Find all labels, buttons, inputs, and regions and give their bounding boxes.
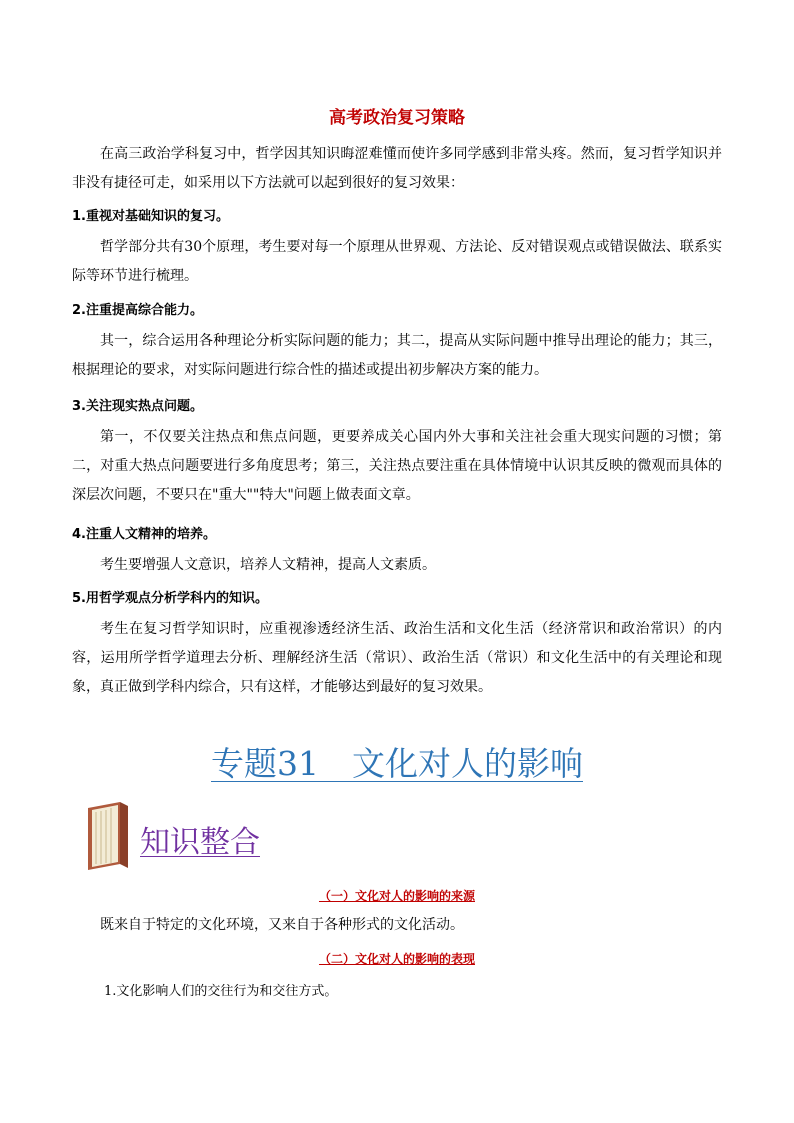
book-icon (82, 802, 132, 872)
point-3-heading: 3.关注现实热点问题。 (72, 399, 203, 414)
document-title: 高考政治复习策略 (329, 108, 465, 128)
subsection-2-heading: （二）文化对人的影响的表现 (318, 952, 475, 966)
point-4-heading: 4.注重人文精神的培养。 (72, 527, 216, 542)
point-5-heading: 5.用哲学观点分析学科内的知识。 (72, 591, 268, 606)
point-5-body: 考生在复习哲学知识时，应重视渗透经济生活、政治生活和文化生活（经济常识和政治常识）的内容，运用所学哲学道理去分析、理解经济生活（常识）、政治生活（常识）和文化生活中的有关理论和现象，真正做到学科内综合，只有这样，才能够达到最好的复习效果。 (72, 621, 722, 695)
intro-paragraph: 在高三政治学科复习中，哲学因其知识晦涩难懂而使许多同学感到非常头疼。然而，复习哲学知识并非没有捷径可走，如采用以下方法就可以起到很好的复习效果： (72, 146, 722, 191)
point-1-heading: 1.重视对基础知识的复习。 (72, 209, 229, 224)
section-label: 知识整合 (140, 825, 260, 860)
point-2-body: 其一，综合运用各种理论分析实际问题的能力；其二，提高从实际问题中推导出理论的能力；其三，根据理论的要求，对实际问题进行综合性的描述或提出初步解决方案的能力。 (72, 333, 722, 378)
point-3-body: 第一，不仅要关注热点和焦点问题，更要养成关心国内外大事和关注社会重大现实问题的习惯；第二，对重大热点问题要进行多角度思考；第三，关注热点要注重在具体情境中认识其反映的微观而具体的深层次问题，不要只在"重大""特大"问题上做表面文章。 (72, 429, 722, 503)
book-spine-shape (120, 802, 128, 868)
topic-title: 专题31 文化对人的影响 (211, 744, 583, 783)
point-4-body: 考生要增强人文意识，培养人文精神，提高人文素质。 (100, 557, 436, 573)
subsection-1-heading: （一）文化对人的影响的来源 (318, 889, 475, 903)
point-1-body: 哲学部分共有30个原理，考生要对每一个原理从世界观、方法论、反对错误观点或错误做法、联系实际等环节进行梳理。 (72, 239, 722, 284)
subsection-1-text: 既来自于特定的文化环境，又来自于各种形式的文化活动。 (100, 917, 464, 933)
subsection-2-item-1: 1.文化影响人们的交往行为和交往方式。 (104, 984, 338, 999)
point-2-heading: 2.注重提高综合能力。 (72, 303, 203, 318)
